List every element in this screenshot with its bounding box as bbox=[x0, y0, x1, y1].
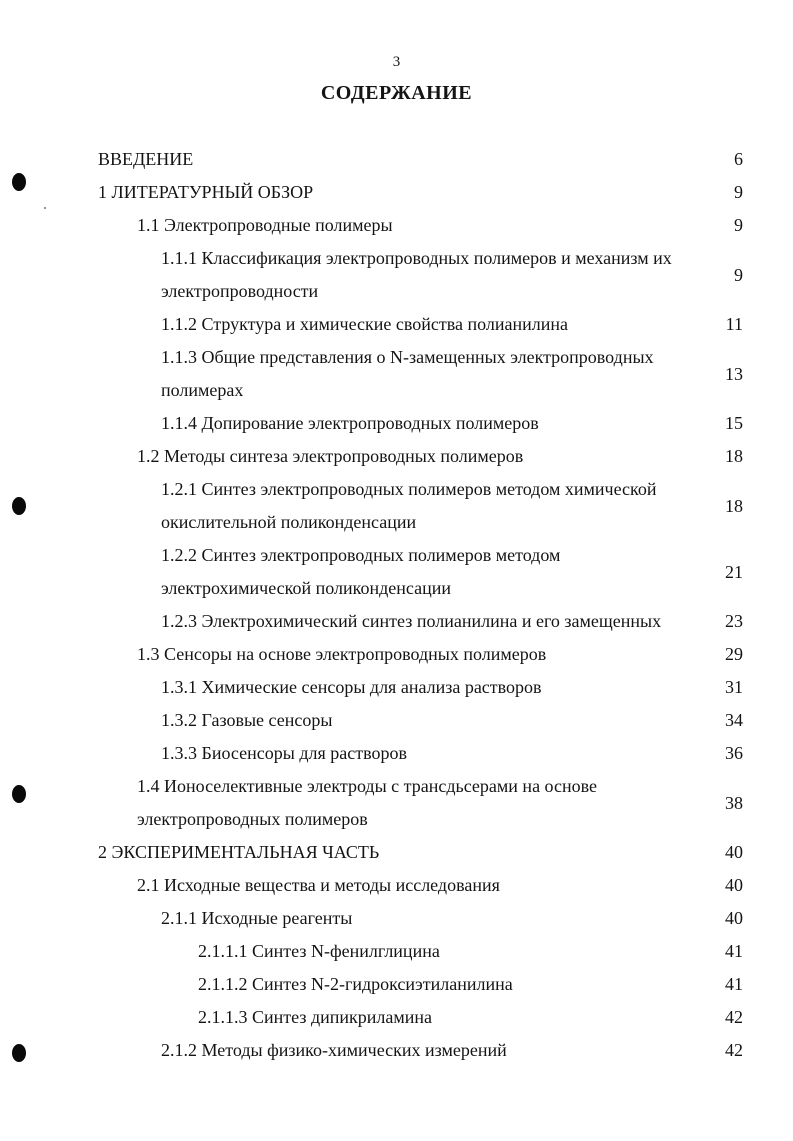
toc-entry-page: 15 bbox=[725, 413, 743, 433]
toc-entry-page: 11 bbox=[725, 314, 743, 334]
toc-entry bbox=[161, 407, 539, 440]
toc-entry-page: 42 bbox=[725, 1007, 743, 1027]
toc-entry-title: 1.3.1 Химические сенсоры для анализа растворов bbox=[161, 677, 542, 697]
toc-entry-page: 42 bbox=[725, 1040, 743, 1060]
toc-entry-page: 13 bbox=[725, 364, 743, 384]
toc-entry-title: ВВЕДЕНИЕ bbox=[98, 149, 194, 169]
page-title: СОДЕРЖАНИЕ bbox=[320, 82, 473, 104]
toc-entry-title: 1.1.4 Допирование электропроводных полимеров bbox=[161, 413, 539, 433]
toc-entry-title-continued: полимерах bbox=[161, 380, 244, 400]
toc-entry bbox=[161, 1034, 507, 1067]
toc-entry-page: 41 bbox=[725, 974, 743, 994]
toc-entry-title: 1.4 Ионоселективные электроды с трансдьсерами на основе bbox=[137, 776, 598, 796]
toc-entry-title: 2.1.1.2 Синтез N-2-гидроксиэтиланилина bbox=[198, 974, 513, 994]
toc-entry-page: 18 bbox=[725, 446, 743, 466]
toc-entry-title-continued: электропроводности bbox=[161, 281, 319, 301]
toc-entry bbox=[161, 341, 654, 407]
toc-entry-title: 2.1 Исходные вещества и методы исследования bbox=[137, 875, 500, 895]
toc-entry bbox=[198, 968, 513, 1001]
toc-entry-page: 29 bbox=[725, 644, 743, 664]
toc-entry-title: 1 ЛИТЕРАТУРНЫЙ ОБЗОР bbox=[98, 182, 314, 202]
toc-entry-page: 9 bbox=[734, 215, 743, 235]
toc-entry-page: 6 bbox=[734, 149, 743, 169]
toc-entry bbox=[137, 770, 597, 836]
toc-entry-title: 1.3.3 Биосенсоры для растворов bbox=[161, 743, 407, 763]
toc-entry-title: 2.1.1.1 Синтез N-фенилглицина bbox=[198, 941, 440, 961]
toc-entry-title: 1.1.1 Классификация электропроводных полимеров и механизм их bbox=[161, 248, 672, 268]
toc-entry bbox=[161, 242, 672, 308]
toc-entry-title: 1.2.2 Синтез электропроводных полимеров методом bbox=[161, 545, 561, 565]
toc-entry bbox=[161, 473, 656, 539]
toc-entry bbox=[161, 737, 407, 770]
toc-entry-page: 9 bbox=[734, 182, 743, 202]
toc-entry-title-continued: электропроводных полимеров bbox=[137, 809, 368, 829]
toc-entry-page: 18 bbox=[725, 496, 743, 516]
toc-entry bbox=[161, 704, 332, 737]
toc-entry-page: 41 bbox=[725, 941, 743, 961]
toc-entry bbox=[137, 440, 523, 473]
page-number: 3 bbox=[392, 54, 401, 70]
toc-entry bbox=[98, 143, 193, 176]
toc-entry-page: 38 bbox=[725, 793, 743, 813]
toc-entry-title: 1.2.3 Электрохимический синтез полианилина и его замещенных bbox=[161, 611, 662, 631]
toc-entry bbox=[161, 671, 542, 704]
toc-entry-page: 40 bbox=[725, 908, 743, 928]
toc-entry-title: 1.2 Методы синтеза электропроводных полимеров bbox=[137, 446, 524, 466]
toc-entry bbox=[161, 605, 661, 638]
toc-entry bbox=[198, 1001, 432, 1034]
toc-entry bbox=[137, 869, 500, 902]
toc-entry-page: 31 bbox=[725, 677, 743, 697]
toc-entry-title: 1.3.2 Газовые сенсоры bbox=[161, 710, 333, 730]
toc-entry-title: 2 ЭКСПЕРИМЕНТАЛЬНАЯ ЧАСТЬ bbox=[98, 842, 380, 862]
toc-entry-title-continued: окислительной поликонденсации bbox=[161, 512, 417, 532]
toc-entry bbox=[161, 539, 560, 605]
toc-entry bbox=[161, 902, 352, 935]
toc-entry-title: 2.1.1.3 Синтез дипикриламина bbox=[198, 1007, 433, 1027]
toc-entry-title: 1.1 Электропроводные полимеры bbox=[137, 215, 393, 235]
toc-entry-page: 23 bbox=[725, 611, 743, 631]
toc-entry-title: 1.1.3 Общие представления о N-замещенных электропроводных bbox=[161, 347, 654, 367]
toc-entry-title: 2.1.1 Исходные реагенты bbox=[161, 908, 353, 928]
toc-entry-title-continued: электрохимической поликонденсации bbox=[161, 578, 451, 598]
toc-entry bbox=[98, 176, 313, 209]
toc-entry-page: 9 bbox=[734, 265, 743, 285]
toc-entry bbox=[98, 836, 379, 869]
toc-entry bbox=[198, 935, 440, 968]
toc-entry-title: 1.3 Сенсоры на основе электропроводных полимеров bbox=[137, 644, 547, 664]
toc-entry bbox=[137, 638, 546, 671]
toc-entry-title: 1.2.1 Синтез электропроводных полимеров методом химической bbox=[161, 479, 657, 499]
toc-entry-page: 36 bbox=[725, 743, 743, 763]
toc-entry-page: 21 bbox=[725, 562, 743, 582]
toc-entry-title: 2.1.2 Методы физико-химических измерений bbox=[161, 1040, 507, 1060]
toc-entry-page: 34 bbox=[725, 710, 743, 730]
toc-entry bbox=[161, 308, 568, 341]
toc-entry-title: 1.1.2 Структура и химические свойства полианилина bbox=[161, 314, 568, 334]
toc-entry-page: 40 bbox=[725, 875, 743, 895]
toc-entry bbox=[137, 209, 393, 242]
toc-entry-page: 40 bbox=[725, 842, 743, 862]
